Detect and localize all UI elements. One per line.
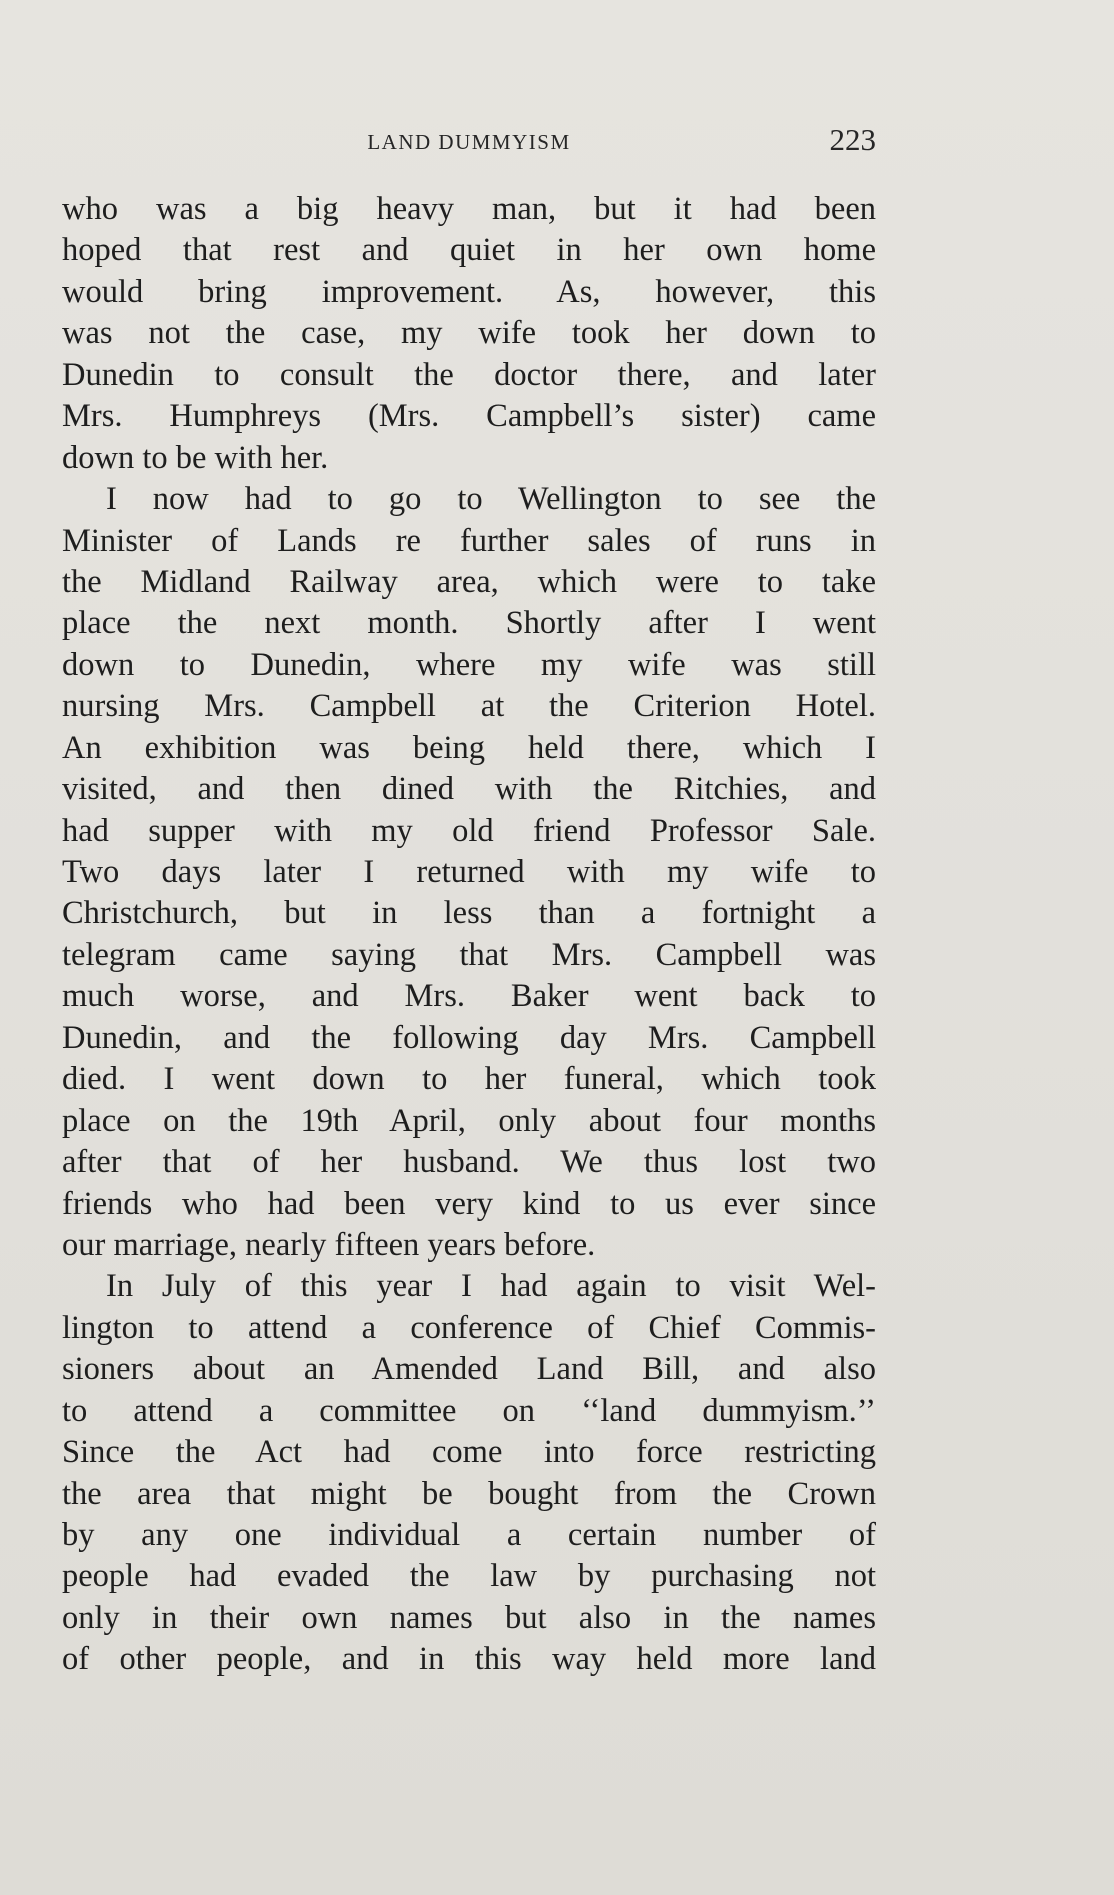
text-line: would bring improvement. As, however, this [62,273,876,310]
text-line: friends who had been very kind to us ever since [62,1185,876,1222]
text-line: to attend a committee on ‘‘land dummyism.’’ [62,1392,876,1429]
text-line: died. I went down to her funeral, which took [62,1061,876,1098]
text-line: after that of her husband. We thus lost two [62,1144,876,1181]
text-line: Minister of Lands re further sales of runs in [62,522,876,559]
text-line: who was a big heavy man, but it had been [62,191,876,227]
text-line: the area that might be bought from the Crown [62,1475,876,1512]
text-line: the Midland Railway area, which were to take [62,563,876,600]
text-line: of other people, and in this way held more land [62,1641,876,1678]
text-line: Dunedin, and the following day Mrs. Campbell [62,1019,876,1056]
text-line: sioners about an Amended Land Bill, and also [62,1351,876,1388]
text-line: hoped that rest and quiet in her own home [62,232,876,269]
page-number: 223 [829,122,876,157]
text-line: telegram came saying that Mrs. Campbell was [62,936,876,973]
running-head: LAND DUMMYISM [367,130,571,154]
text-line: only in their own names but also in the names [62,1599,876,1636]
text-line: place the next month. Shortly after I went [62,605,876,642]
text-line: by any one individual a certain number of [62,1517,876,1553]
text-line: Since the Act had come into force restricting [62,1434,876,1471]
text-line: our marriage, nearly fifteen years before. [62,1226,596,1263]
body-text [62,189,876,1681]
text-line: Christchurch, but in less than a fortnight a [62,895,876,932]
text-line: An exhibition was being held there, which I [62,729,876,766]
text-line: Mrs. Humphreys (Mrs. Campbell’s sister) came [62,398,876,435]
text-line: nursing Mrs. Campbell at the Criterion Hotel. [62,688,876,725]
page-header [62,122,876,162]
text-line: was not the case, my wife took her down to [62,315,876,352]
text-line: people had evaded the law by purchasing not [62,1558,876,1595]
text-line: visited, and then dined with the Ritchies, and [62,771,876,808]
text-line: I now had to go to Wellington to see the [106,481,876,518]
text-line: In July of this year I had again to visit Wel- [106,1268,876,1305]
text-line: much worse, and Mrs. Baker went back to [62,978,876,1015]
text-line: lington to attend a conference of Chief Commis- [62,1309,876,1346]
text-line: down to Dunedin, where my wife was still [62,646,876,683]
text-line: Dunedin to consult the doctor there, and later [62,356,876,393]
text-line: had supper with my old friend Professor Sale. [62,812,876,849]
text-line: Two days later I returned with my wife to [62,854,876,890]
text-line: down to be with her. [62,439,329,476]
text-line: place on the 19th April, only about four months [62,1102,876,1139]
